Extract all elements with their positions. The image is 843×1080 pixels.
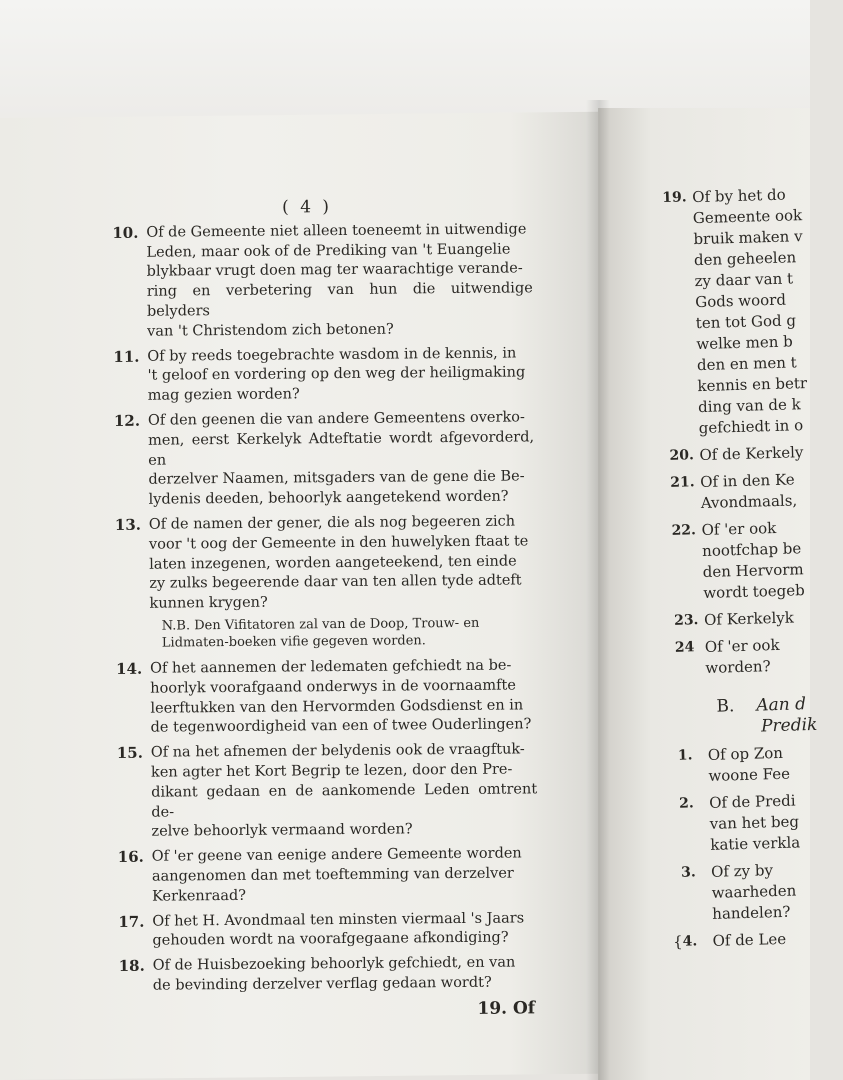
text-line: handelen? [712, 902, 791, 923]
text-line: den geheelen [693, 248, 797, 270]
text-line: van het beg [709, 812, 800, 833]
text-line: Of de Lee [712, 929, 787, 950]
text-line: den en men t [696, 353, 797, 375]
question-item [670, 468, 831, 514]
nb-line: Lidmaten-boeken vifie gegeven worden. [161, 633, 426, 651]
text-line: Of de Gemeente niet alleen toeneemt in uitwendige [146, 221, 527, 241]
text-line: de bevinding derzelver verflag gedaan wordt? [152, 974, 492, 994]
nota-bene [128, 614, 536, 652]
text-line: ring en verbetering van hun die uitwendige belyders [146, 280, 533, 320]
text-line: ding van de k [697, 395, 801, 417]
text-line: Leden, maar ook of de Prediking van 't Euangelie [146, 241, 511, 261]
catchword: 19. Of [477, 998, 536, 1019]
question-text [704, 607, 794, 630]
question-item [115, 512, 536, 615]
question-text [149, 512, 536, 614]
question-item [662, 184, 829, 440]
text-line: Of 'er ook [701, 518, 777, 540]
question-number: 18. [118, 956, 145, 976]
question-number: 13. [114, 515, 142, 534]
section-subtitle: Predik [760, 714, 818, 737]
text-line: Of de Predi [708, 791, 796, 812]
text-line: de tegenwoordigheid van een of twee Ouderlingen? [150, 716, 532, 737]
text-line: Of na het afnemen der belydenis ook de vraagftuk- [150, 741, 525, 761]
text-line: Of de Kerkely [699, 443, 804, 465]
question-text [712, 929, 786, 952]
text-line: hoorlyk voorafgaand onderwys in de voornaamfte [150, 677, 516, 697]
text-line: aangenomen dan met toeftemming van derzelver [151, 865, 514, 885]
text-line: men, eerst Kerkelyk Adteftatie wordt afgevorderd, en [148, 429, 535, 469]
question-number: 11. [113, 347, 140, 366]
question-item [118, 844, 539, 907]
text-line: ten tot God g [695, 311, 797, 333]
text-line: Of Kerkelyk [703, 608, 795, 629]
text-line: katie verkla [710, 833, 801, 854]
question-text [701, 517, 805, 604]
nb-line: N.B. Den Vifitatoren zal van de Doop, Trouw- en [161, 615, 480, 634]
text-line: van 't Christendom zich betonen? [147, 321, 394, 340]
text-line: Of het H. Avondmaal ten minsten viermaal 's Jaars [152, 909, 525, 930]
question-number: 15. [116, 743, 144, 763]
question-list-left-b [116, 656, 539, 996]
text-line: gefchiedt in o [698, 416, 804, 438]
text-line: waarheden [711, 881, 797, 902]
section-title: Aan d [756, 694, 807, 716]
question-text [705, 635, 781, 679]
page-number: ( 4 ) [282, 197, 333, 218]
question-text [150, 656, 537, 739]
text-line: Of by reeds toegebrachte wasdom in de kennis, in [147, 345, 517, 365]
question-text [147, 344, 534, 407]
question-text [708, 743, 791, 787]
text-line: Gods woord [694, 290, 787, 312]
text-line: Of 'er geene van eenige andere Gemeente worden [151, 845, 522, 865]
text-line: Of den geenen die van andere Gemeentens overko- [147, 409, 525, 429]
text-line: zy daar van t [694, 269, 794, 291]
question-item [117, 740, 538, 843]
text-line: wordt toegeb [703, 581, 806, 603]
text-line: nootfchap be [701, 539, 802, 561]
text-line: kunnen krygen? [149, 594, 268, 612]
text-line: Of zy by [710, 861, 774, 881]
right-page-text [662, 184, 843, 959]
text-line: gehouden wordt na voorafgegaane afkondiging? [152, 929, 509, 949]
text-line: Of de Huisbezoeking behoorlyk gefchiedt, en van [152, 954, 516, 974]
section-heading [716, 693, 837, 738]
text-line: Kerkenraad? [152, 887, 247, 905]
question-text [151, 740, 538, 842]
text-line: bruik maken v [693, 227, 803, 249]
text-line: dikant gedaan en de aankomende Leden omtrent de- [151, 781, 538, 821]
question-item [679, 789, 841, 856]
question-text [709, 790, 801, 855]
text-line: lydenis deeden, behoorlyk aangetekend worden? [148, 488, 509, 508]
text-line: worden? [705, 657, 771, 677]
question-item [675, 633, 836, 679]
text-line: kennis en betr [697, 374, 808, 396]
text-line: laten inzegenen, worden aangeteekend, ten einde [149, 553, 517, 573]
question-number: 12. [113, 411, 141, 430]
text-line: blykbaar vrugt doen mag ter waarachtige verande- [146, 260, 523, 281]
question-item [114, 408, 535, 511]
question-number: 23. [673, 612, 699, 629]
book-gutter [586, 100, 610, 1080]
question-number: 3. [680, 864, 696, 881]
text-line: Of by het do [692, 185, 786, 207]
question-item [672, 927, 843, 952]
question-item [681, 858, 843, 925]
question-text [146, 220, 533, 342]
text-line: Of in den Ke [699, 470, 795, 492]
text-line: leerftukken van den Hervormden Godsdienst en in [150, 696, 524, 717]
question-item [113, 344, 534, 407]
question-number: 16. [117, 847, 144, 867]
question-number: 22. [671, 522, 697, 539]
text-line: woone Fee [708, 764, 791, 785]
question-number: 20. [669, 447, 695, 464]
question-item [116, 656, 537, 739]
question-text [148, 408, 535, 510]
question-text [153, 953, 539, 996]
text-line: Avondmaals, [700, 491, 798, 513]
text-line: welke men b [696, 332, 793, 354]
text-line: Of 'er ook [704, 635, 780, 656]
question-list-left-a [112, 220, 535, 615]
question-item [669, 441, 830, 466]
question-text [711, 860, 797, 925]
question-list-right-a [662, 184, 836, 680]
question-number: 24 [674, 639, 695, 656]
question-number: 17. [118, 912, 145, 931]
text-line: Of op Zon [707, 743, 784, 764]
question-text [152, 909, 538, 952]
text-line: 't geloof en vordering op den weg der heiligmaking [147, 364, 526, 385]
question-number: 4. [682, 933, 698, 950]
question-number: 19. [662, 189, 687, 206]
question-item [678, 741, 839, 787]
question-number: 14. [116, 659, 143, 678]
question-text [700, 469, 798, 514]
section-letter: B. [716, 696, 735, 717]
bracket-mark: { [672, 932, 683, 951]
text-line: zy zulks begeerende daar van ten allen tyde adteft [149, 572, 522, 593]
left-page-text [112, 196, 539, 1022]
question-number: 1. [677, 747, 693, 764]
text-line: voor 't oog der Gemeente in den huwelyken ftaat te [148, 533, 529, 553]
question-text [699, 442, 803, 466]
question-text [152, 844, 539, 907]
text-line: ken agter het Kort Begrip te lezen, door den Pre- [150, 761, 513, 781]
text-line: derzelver Naamen, mitsgaders van de gene die Be- [148, 468, 525, 489]
text-line: zelve behoorlyk vermaand worden? [151, 821, 413, 840]
question-item [118, 909, 538, 952]
question-item [112, 220, 533, 342]
text-line: mag gezien worden? [147, 386, 300, 404]
question-item [674, 606, 835, 631]
text-line: Of de namen der gener, die als nog begeeren zich [148, 513, 516, 533]
question-item [119, 953, 539, 996]
text-line: den Hervorm [702, 560, 804, 582]
question-number: 10. [112, 223, 139, 242]
question-list-right-b [672, 741, 843, 952]
question-text [692, 184, 809, 439]
question-number: 21. [670, 474, 695, 491]
question-item [671, 516, 833, 604]
question-number: 2. [678, 795, 695, 812]
text-line: Of het aannemen der ledematen gefchiedt na be- [150, 657, 512, 677]
text-line: Gemeente ook [692, 206, 803, 228]
